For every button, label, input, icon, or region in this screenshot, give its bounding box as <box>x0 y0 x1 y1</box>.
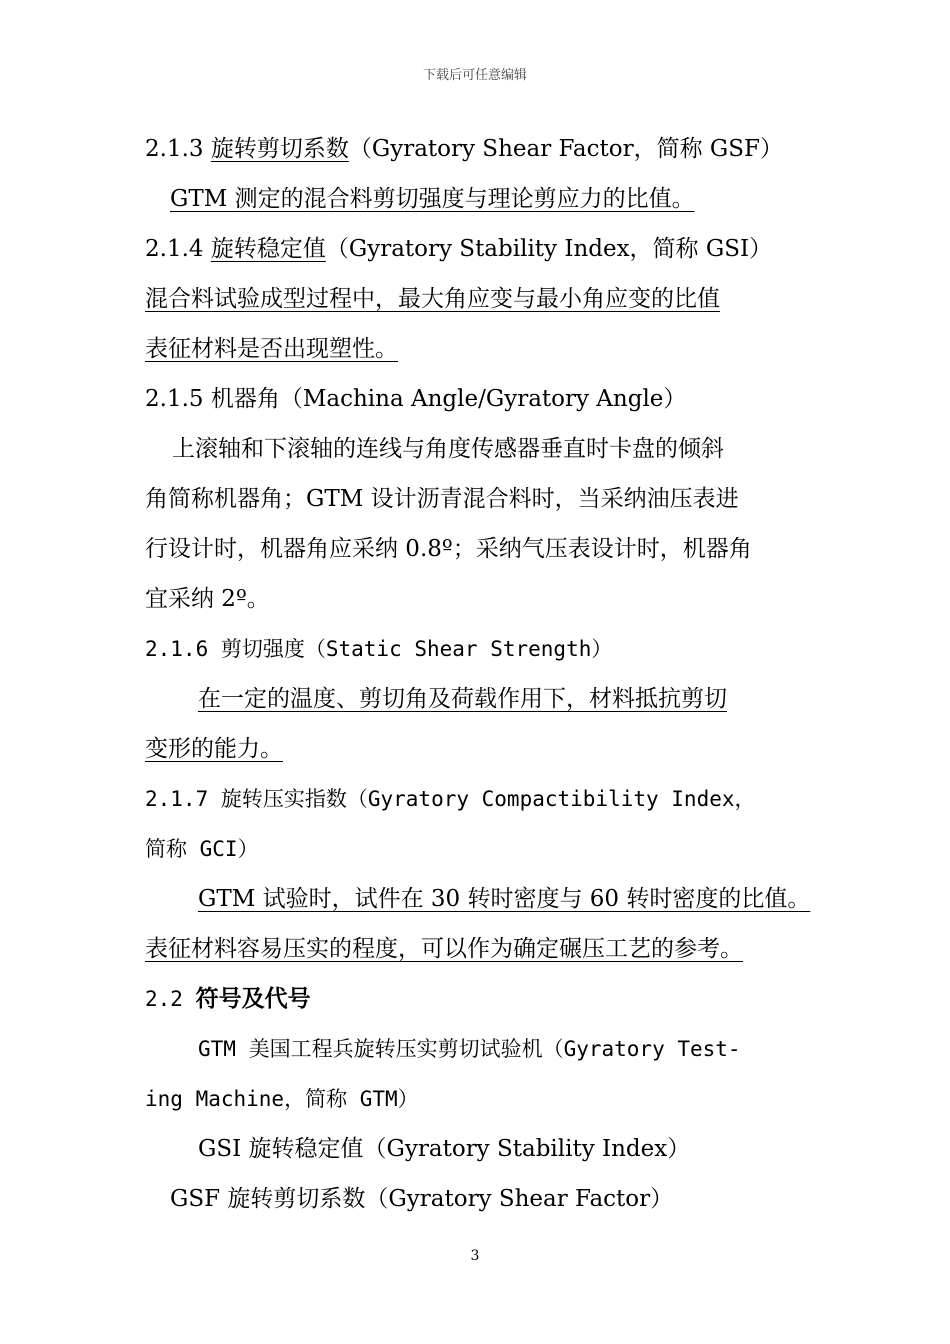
section-2-1-4-definition-line2: 表征材料是否出现塑性。 <box>145 336 398 362</box>
section-number: 2.1.4 <box>145 236 211 262</box>
term-english: （Gyratory Stability Index，简称 GSI） <box>325 236 773 262</box>
symbol-gtm-line2: ing Machine，简称 GTM） <box>145 1087 419 1111</box>
section-2-1-3-definition: GTM 测定的混合料剪切强度与理论剪应力的比值。 <box>170 186 695 212</box>
section-2-1-6-definition-line1: 在一定的温度、剪切角及荷载作用下，材料抵抗剪切 <box>198 686 727 712</box>
symbol-gsf: GSF 旋转剪切系数（Gyratory Shear Factor） <box>170 1186 674 1212</box>
term: 旋转剪切系数 <box>210 136 349 162</box>
section-2-1-4-definition-line1: 混合料试验成型过程中，最大角应变与最小角应变的比值 <box>145 286 720 312</box>
section-2-1-3-heading <box>145 134 783 164</box>
section-2-1-7-heading-line1: 2.1.7 旋转压实指数（Gyratory Compactibility Index， <box>145 787 756 811</box>
term: 旋转稳定值 <box>210 236 326 262</box>
section-2-1-6-heading: 2.1.6 剪切强度（Static Shear Strength） <box>145 637 613 661</box>
symbol-gtm-line1: GTM 美国工程兵旋转压实剪切试验机（Gyratory Test- <box>198 1037 741 1061</box>
section-number: 2.2 <box>145 987 196 1011</box>
page-number: 3 <box>470 1248 480 1264</box>
section-2-2-heading <box>145 984 311 1014</box>
section-2-1-5-paragraph-line1: 上滚轴和下滚轴的连线与角度传感器垂直时卡盘的倾斜 <box>172 436 724 462</box>
section-2-1-5-paragraph-line2: 角简称机器角；GTM 设计沥青混合料时，当采纳油压表进 <box>145 486 739 512</box>
section-2-1-4-heading <box>145 234 772 264</box>
page-header: 下载后可任意编辑 <box>422 68 527 83</box>
section-2-1-7-definition-line2: 表征材料容易压实的程度，可以作为确定碾压工艺的参考。 <box>145 936 743 962</box>
section-2-1-5-paragraph-line3: 行设计时，机器角应采纳 0.8º；采纳气压表设计时，机器角 <box>145 536 752 562</box>
symbol-gsi: GSI 旋转稳定值（Gyratory Stability Index） <box>198 1136 691 1162</box>
term-english: （Gyratory Shear Factor，简称 GSF） <box>348 136 783 162</box>
section-2-1-7-definition-line1: GTM 试验时，试件在 30 转时密度与 60 转时密度的比值。 <box>198 886 811 912</box>
section-2-1-7-heading-line2: 简称 GCI） <box>145 837 259 861</box>
section-2-1-6-definition-line2: 变形的能力。 <box>145 736 283 762</box>
section-number: 2.1.3 <box>145 136 211 162</box>
section-title: 符号及代号 <box>195 985 311 1012</box>
section-2-1-5-heading: 2.1.5 机器角（Machina Angle/Gyratory Angle） <box>145 386 687 412</box>
section-2-1-5-paragraph-line4: 宜采纳 2º。 <box>145 586 270 612</box>
